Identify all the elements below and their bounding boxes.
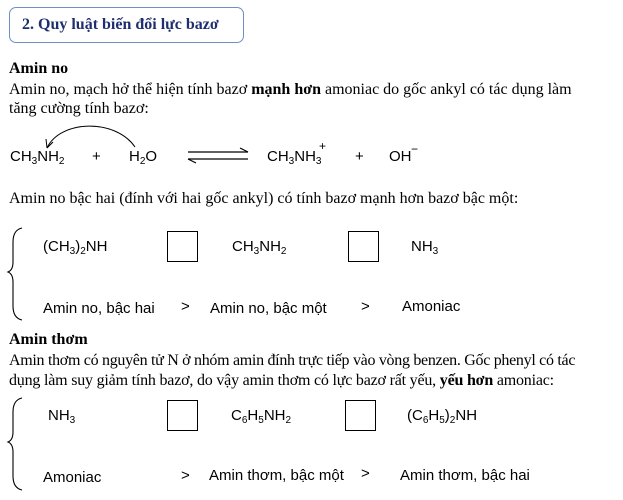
subscript: 3: [69, 246, 76, 257]
subscript: 5: [258, 415, 264, 426]
plus-sign: +: [355, 148, 364, 165]
text: CH: [267, 148, 289, 165]
text: CH: [10, 148, 32, 165]
text: dụng làm suy giảm tính bazơ, do vậy amin thơm có lực bazơ rất yếu,: [9, 372, 440, 389]
subscript: 5: [439, 415, 445, 426]
subscript: 2: [280, 246, 287, 257]
formula-aniline: [231, 407, 291, 426]
curly-brace-1: [8, 228, 22, 320]
formula-ammonia: [48, 407, 75, 426]
text: ): [75, 238, 81, 255]
label-secondary-amine: Amin no, bậc hai: [43, 300, 155, 317]
label-ammonia: Amoniac: [402, 298, 461, 315]
label-ammonia: Amoniac: [43, 469, 102, 486]
text: NH: [294, 148, 316, 165]
subscript: 3: [315, 156, 322, 167]
greater-than: >: [361, 465, 370, 482]
subscript: 2: [285, 415, 292, 426]
subscript: 3: [31, 156, 38, 167]
text: (CH: [43, 238, 70, 255]
text: H: [247, 407, 259, 424]
formula-ammonia: [411, 238, 438, 257]
subscript: 6: [422, 415, 429, 426]
text: NH: [411, 238, 433, 255]
curly-brace-2: [8, 398, 22, 490]
curved-electron-arrow: [47, 126, 135, 148]
charge-plus: +: [319, 139, 327, 153]
subscript: 3: [253, 246, 260, 257]
text: NH: [37, 148, 59, 165]
text: H: [428, 407, 440, 424]
subscript: 2: [58, 156, 65, 167]
subscript: 2: [139, 156, 146, 167]
paragraph-amin-no-line2: tăng cường tính bazơ:: [9, 100, 149, 117]
subscript: 3: [432, 246, 439, 257]
subscript: 2: [80, 246, 86, 257]
subscript: 3: [69, 415, 76, 426]
plus-sign: +: [92, 148, 101, 165]
text: amoniac:: [493, 372, 554, 389]
greater-than: >: [181, 298, 190, 315]
text: ): [444, 407, 450, 424]
arrowhead: [188, 159, 196, 163]
subscript: 6: [241, 415, 248, 426]
heading-amin-no: Amin no: [9, 60, 69, 77]
emphasis-text: mạnh hơn: [251, 81, 321, 98]
text: CH: [232, 238, 254, 255]
label-secondary-aromatic-amine: Amin thơm, bậc hai: [400, 467, 530, 484]
text: C: [231, 407, 242, 424]
comparison-answer-box[interactable]: [345, 400, 376, 431]
text: NH: [263, 407, 286, 424]
heading-amin-thom: Amin thơm: [9, 331, 88, 348]
paragraph-amin-thom-line1: Amin thơm có nguyên tử N ở nhóm amin đính trực tiếp vào vòng benzen. Gốc phenyl có tác: [9, 352, 576, 369]
greater-than: >: [361, 298, 370, 315]
text: OH: [389, 148, 412, 165]
compare-intro-amin-no: Amin no bậc hai (đính với hai gốc ankyl) có tính bazơ mạnh hơn bazơ bậc một:: [9, 190, 519, 207]
comparison-answer-box[interactable]: [167, 231, 198, 262]
formula-methylamine: [232, 238, 286, 257]
text: O: [145, 148, 158, 165]
text: (C: [407, 407, 423, 424]
text: amoniac do gốc ankyl có tác dụng làm: [320, 81, 572, 98]
text: NH: [455, 407, 478, 424]
label-primary-amine: Amin no, bậc một: [210, 300, 327, 317]
subscript: 2: [449, 415, 456, 426]
comparison-answer-box[interactable]: [348, 231, 379, 262]
emphasis-text: yếu hơn: [439, 372, 494, 389]
formula-diphenylamine: [407, 407, 477, 426]
text: H: [129, 148, 140, 165]
section-title: 2. Quy luật biến đổi lực bazơ: [22, 16, 219, 33]
text: NH: [259, 238, 281, 255]
subscript: 3: [288, 156, 295, 167]
label-primary-aromatic-amine: Amin thơm, bậc một: [209, 467, 344, 484]
text: Amin no, mạch hở thể hiện tính bazơ: [9, 81, 252, 98]
text: NH: [85, 238, 108, 255]
text: NH: [48, 407, 70, 424]
charge-minus: −: [411, 142, 419, 156]
greater-than: >: [181, 467, 190, 484]
comparison-answer-box[interactable]: [167, 400, 198, 431]
paragraph-amin-thom-line2: [9, 371, 554, 390]
formula-dimethylamine: [43, 238, 107, 257]
